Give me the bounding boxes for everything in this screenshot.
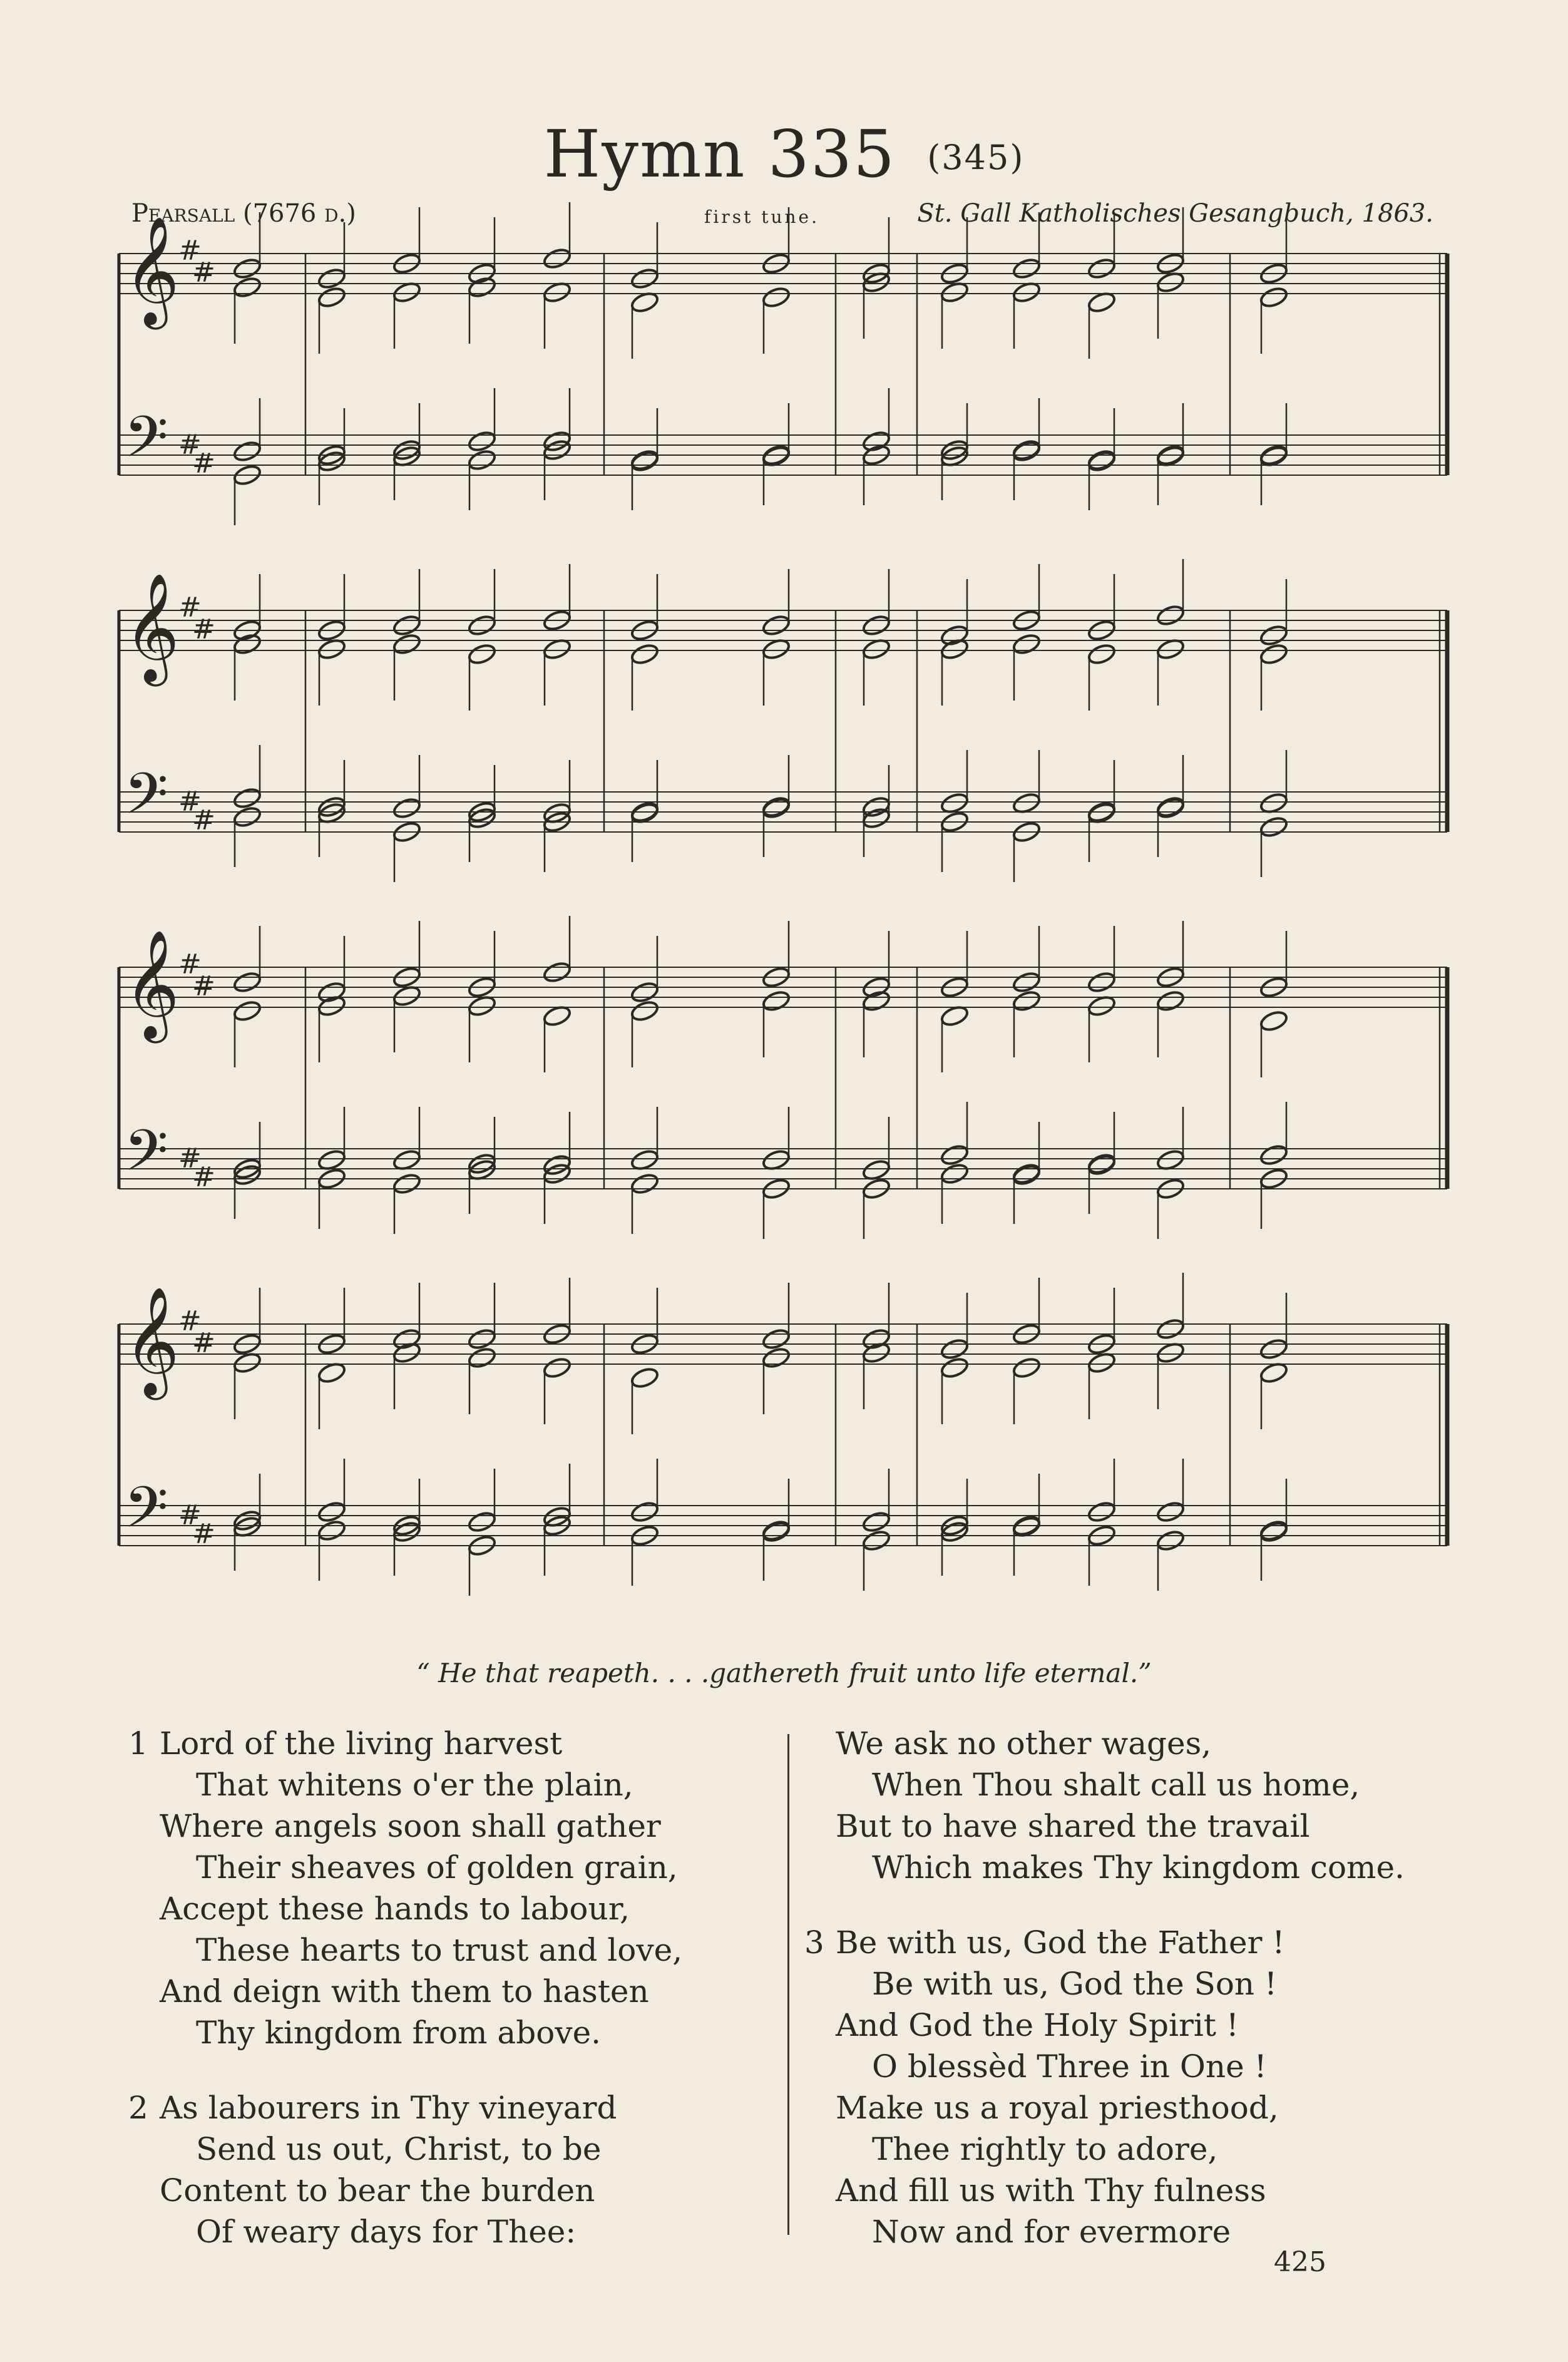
note-head xyxy=(761,795,791,819)
sharp-sign: # xyxy=(192,1327,215,1359)
note-head xyxy=(232,805,262,829)
note-head xyxy=(630,980,660,1004)
note-head xyxy=(1259,1519,1289,1543)
verse-line: And deign with them to hasten xyxy=(160,1973,649,2010)
note-head xyxy=(630,999,660,1023)
note-head xyxy=(1012,1162,1042,1186)
note-head xyxy=(630,1500,660,1524)
note-head xyxy=(542,960,572,984)
note-head xyxy=(761,1519,791,1543)
verse-line: Lord of the living harvest xyxy=(160,1725,563,1762)
sharp-sign: # xyxy=(192,257,215,289)
note-head xyxy=(317,1519,347,1543)
note-head xyxy=(1156,1317,1186,1341)
alt-hymn-number: (345) xyxy=(927,138,1025,177)
note-head xyxy=(761,989,791,1013)
bass-clef: 𝄢 xyxy=(124,761,168,841)
note-head xyxy=(232,257,262,280)
note-head xyxy=(1156,1529,1186,1553)
note-head xyxy=(467,614,497,637)
note-head xyxy=(1259,815,1289,839)
note-head xyxy=(232,970,262,994)
note-head xyxy=(630,1172,660,1196)
verse-line: These hearts to trust and love, xyxy=(196,1932,683,1968)
note-head xyxy=(630,448,660,472)
sharp-sign: # xyxy=(192,804,215,836)
sharp-sign: # xyxy=(192,970,215,1002)
sharp-sign: # xyxy=(178,429,202,461)
verse-line: Thy kingdom from above. xyxy=(196,2015,602,2051)
verse-line: O blessèd Three in One ! xyxy=(872,2048,1267,2085)
note-head xyxy=(232,786,262,810)
note-head xyxy=(467,429,497,453)
note-head xyxy=(467,642,497,666)
verse-line: Thee rightly to adore, xyxy=(872,2131,1218,2167)
note-head xyxy=(1087,970,1117,994)
tune-source: St. Gall Katholisches Gesangbuch, 1863. xyxy=(917,199,1433,228)
note-head xyxy=(1087,642,1117,666)
sharp-sign: # xyxy=(178,948,202,980)
note-head xyxy=(940,1356,970,1380)
note-head xyxy=(940,1162,970,1186)
tune-name: Pearsall (7676 d.) xyxy=(131,199,356,228)
verse-line: And fill us with Thy fulness xyxy=(836,2172,1266,2209)
verse-line: Of weary days for Thee: xyxy=(196,2214,576,2250)
note-head xyxy=(630,642,660,666)
note-head xyxy=(761,1346,791,1370)
verse-line: As labourers in Thy vineyard xyxy=(160,2090,617,2126)
note-head xyxy=(467,1327,497,1351)
treble-clef: 𝄞 xyxy=(124,1286,180,1395)
bass-clef: 𝄢 xyxy=(124,404,168,484)
note-head xyxy=(542,1356,572,1380)
verse-line: Their sheaves of golden grain, xyxy=(196,1849,678,1886)
note-head xyxy=(1259,1009,1289,1033)
note-head xyxy=(1156,603,1186,627)
note-head xyxy=(1259,1143,1289,1167)
verse-2-continued xyxy=(836,1723,1493,1888)
treble-clef: 𝄞 xyxy=(124,930,180,1039)
note-head xyxy=(940,1143,970,1167)
note-head xyxy=(1087,1152,1117,1176)
verse-line: When Thou shalt call us home, xyxy=(872,1767,1360,1803)
note-head xyxy=(317,267,347,290)
verses-left-column xyxy=(128,1723,754,2286)
sharp-sign: # xyxy=(178,1142,202,1174)
verse-1 xyxy=(128,1723,754,2053)
verse-line: Be with us, God the Son ! xyxy=(872,1966,1278,2002)
note-head xyxy=(542,247,572,270)
verse-number: 3 xyxy=(804,1924,824,1961)
note-head xyxy=(467,1346,497,1370)
column-divider xyxy=(787,1734,789,2235)
treble-clef: 𝄞 xyxy=(124,573,180,682)
hymn-number: Hymn 335 xyxy=(543,116,896,192)
note-head xyxy=(1259,285,1289,309)
verse-line: Now and for evermore xyxy=(872,2214,1231,2250)
tune-position: first tune. xyxy=(704,207,820,227)
verse-line: And God the Holy Spirit ! xyxy=(836,2007,1239,2043)
note-head xyxy=(1259,624,1289,647)
note-head xyxy=(1156,1500,1186,1524)
note-head xyxy=(1156,989,1186,1013)
note-head xyxy=(392,614,422,637)
note-head xyxy=(861,1510,891,1534)
sharp-sign: # xyxy=(192,1518,215,1550)
note-head xyxy=(761,1327,791,1351)
note-head xyxy=(1087,257,1117,280)
note-head xyxy=(1012,970,1042,994)
note-head xyxy=(317,1500,347,1524)
note-head xyxy=(1156,795,1186,819)
sharp-sign: # xyxy=(192,448,215,480)
bass-clef: 𝄢 xyxy=(124,1474,168,1554)
note-head xyxy=(467,1510,497,1534)
note-head xyxy=(232,275,262,299)
verses-right-column xyxy=(804,1723,1493,2286)
treble-clef: 𝄞 xyxy=(124,216,180,325)
note-head xyxy=(940,1337,970,1361)
note-head xyxy=(630,267,660,290)
note-head xyxy=(392,796,422,820)
verse-line: Accept these hands to labour, xyxy=(160,1891,630,1927)
note-head xyxy=(761,614,791,637)
note-head xyxy=(861,795,891,819)
verse-line: That whitens o'er the plain, xyxy=(196,1767,633,1803)
note-head xyxy=(630,1366,660,1390)
note-head xyxy=(1087,1500,1117,1524)
sharp-sign: # xyxy=(178,786,202,818)
page-number: 425 xyxy=(1274,2246,1326,2278)
verse-line: Send us out, Christ, to be xyxy=(196,2131,602,2167)
note-head xyxy=(1012,257,1042,280)
note-head xyxy=(232,439,262,463)
note-head xyxy=(317,285,347,309)
verse-3 xyxy=(804,1922,1493,2252)
verse-number: 2 xyxy=(128,2090,148,2126)
note-head xyxy=(761,285,791,309)
note-head xyxy=(1012,1356,1042,1380)
note-head xyxy=(392,632,422,656)
verse-2 xyxy=(128,2087,754,2252)
note-head xyxy=(1259,1337,1289,1361)
verse-line: Which makes Thy kingdom come. xyxy=(872,1849,1405,1886)
verse-line: Make us a royal priesthood, xyxy=(836,2090,1279,2126)
bass-clef: 𝄢 xyxy=(124,1117,168,1198)
note-head xyxy=(861,614,891,637)
sharp-sign: # xyxy=(178,1305,202,1337)
sharp-sign: # xyxy=(192,614,215,645)
verse-line: Where angels soon shall gather xyxy=(160,1808,661,1844)
verse-line: Content to bear the burden xyxy=(160,2172,595,2209)
note-head xyxy=(232,999,262,1023)
verse-line: We ask no other wages, xyxy=(836,1725,1212,1762)
note-head xyxy=(861,1529,891,1553)
verse-line: Be with us, God the Father ! xyxy=(836,1924,1285,1961)
note-head xyxy=(1087,448,1117,472)
verse-number: 1 xyxy=(128,1725,148,1762)
sharp-sign: # xyxy=(178,592,202,624)
note-head xyxy=(1012,438,1042,462)
sharp-sign: # xyxy=(178,235,202,267)
note-head xyxy=(392,1172,422,1196)
sharp-sign: # xyxy=(192,1161,215,1193)
verse-line: But to have shared the travail xyxy=(836,1808,1310,1844)
note-head xyxy=(1012,989,1042,1013)
note-head xyxy=(1012,632,1042,656)
note-head xyxy=(1259,642,1289,666)
sharp-sign: # xyxy=(178,1499,202,1531)
note-head xyxy=(467,448,497,472)
epigraph: “ He that reapeth. . . .gathereth fruit unto life eternal.” xyxy=(416,1658,1152,1688)
